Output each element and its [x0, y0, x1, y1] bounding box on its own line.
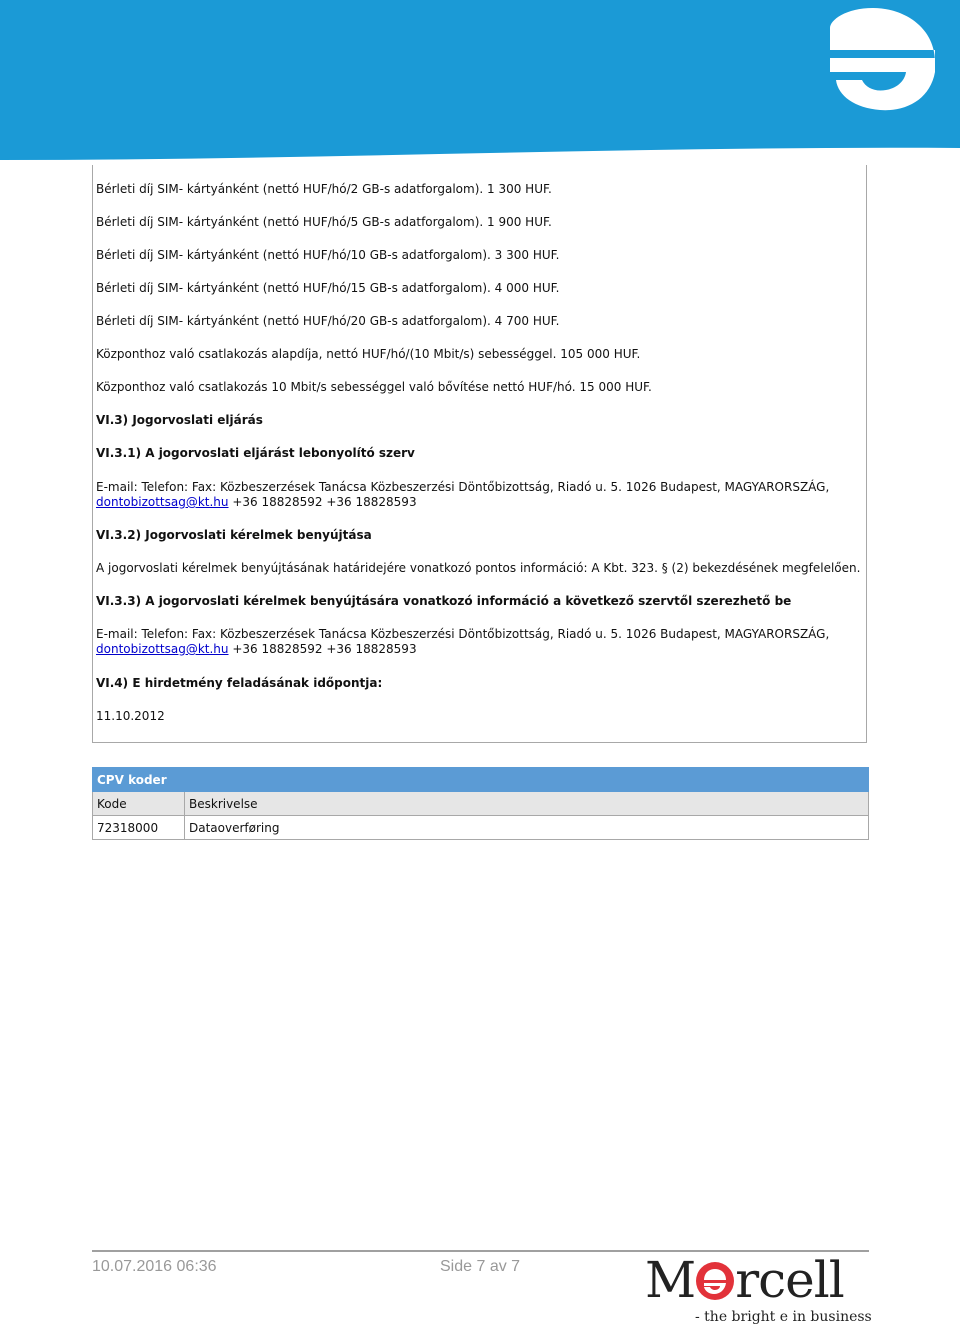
section-vi31-email-link[interactable]: dontobizottsag@kt.hu: [96, 495, 229, 509]
footer-page-number: Side 7 av 7: [440, 1258, 521, 1275]
table-row: [93, 816, 869, 840]
cpv-title-row: [93, 768, 869, 792]
section-vi31-phones: +36 18828592 +36 18828593: [228, 495, 417, 509]
section-vi33-email-link[interactable]: dontobizottsag@kt.hu: [96, 642, 229, 656]
fee-line-10gb: Bérleti díj SIM- kártyánként (nettó HUF/hó/10 GB-s adatforgalom). 3 300 HUF.: [96, 248, 560, 262]
footer-timestamp: 10.07.2016 06:36: [92, 1258, 217, 1275]
header-banner: [0, 0, 960, 165]
fee-line-upgrade: Központhoz való csatlakozás 10 Mbit/s sebességgel való bővítése nettó HUF/hó. 15 000 HUF.: [96, 380, 652, 394]
cpv-header-code: Kode: [93, 792, 185, 816]
logo-wordmark: [645, 1252, 844, 1308]
section-vi31-title: VI.3.1) A jogorvoslati eljárást lebonyolító szerv: [96, 446, 415, 460]
company-logo: [640, 1252, 870, 1329]
logo-word-start: M: [645, 1251, 696, 1309]
cpv-code-cell: 72318000: [93, 816, 185, 840]
logo-e-icon: [695, 1261, 735, 1301]
fee-line-15gb: Bérleti díj SIM- kártyánként (nettó HUF/hó/15 GB-s adatforgalom). 4 000 HUF.: [96, 281, 560, 295]
section-vi4-date: 11.10.2012: [96, 709, 165, 723]
section-vi32-title: VI.3.2) Jogorvoslati kérelmek benyújtása: [96, 528, 372, 542]
section-vi33-phones: +36 18828592 +36 18828593: [228, 642, 417, 656]
logo-tagline: - the bright e in business: [695, 1309, 872, 1325]
cpv-header-row: [93, 792, 869, 816]
fee-line-connection: Központhoz való csatlakozás alapdíja, nettó HUF/hó/(10 Mbit/s) sebességgel. 105 000 HUF.: [96, 347, 641, 361]
fee-line-2gb: Bérleti díj SIM- kártyánként (nettó HUF/hó/2 GB-s adatforgalom). 1 300 HUF.: [96, 182, 552, 196]
section-vi31-contact: E-mail: Telefon: Fax: Közbeszerzések Tanácsa Közbeszerzési Döntőbizottság, Riadó u. 5. 1026 Budapest, MAGYARORSZÁG,: [96, 480, 830, 494]
section-vi31-email-line: [96, 495, 417, 510]
section-vi33-contact: E-mail: Telefon: Fax: Közbeszerzések Tanácsa Közbeszerzési Döntőbizottság, Riadó u. 5. 1026 Budapest, MAGYARORSZÁG,: [96, 627, 830, 641]
section-vi32-text: A jogorvoslati kérelmek benyújtásának határidejére vonatkozó pontos információ: A Kbt. 323. § (2) bekezdésének megfelelően.: [96, 561, 861, 575]
fee-line-20gb: Bérleti díj SIM- kártyánként (nettó HUF/hó/20 GB-s adatforgalom). 4 700 HUF.: [96, 314, 560, 328]
cpv-header-description: Beskrivelse: [185, 792, 869, 816]
section-vi33-title: VI.3.3) A jogorvoslati kérelmek benyújtására vonatkozó információ a következő szervtől szerezhető be: [96, 594, 792, 608]
fee-line-5gb: Bérleti díj SIM- kártyánként (nettó HUF/hó/5 GB-s adatforgalom). 1 900 HUF.: [96, 215, 552, 229]
section-vi3-title: VI.3) Jogorvoslati eljárás: [96, 413, 263, 427]
section-vi4-title: VI.4) E hirdetmény feladásának időpontja:: [96, 676, 383, 690]
cpv-table: [92, 767, 869, 840]
logo-word-end: rcell: [735, 1251, 844, 1309]
cpv-description-cell: Dataoverføring: [185, 816, 869, 840]
cpv-title: CPV koder: [93, 768, 869, 792]
section-vi33-email-line: [96, 642, 417, 657]
